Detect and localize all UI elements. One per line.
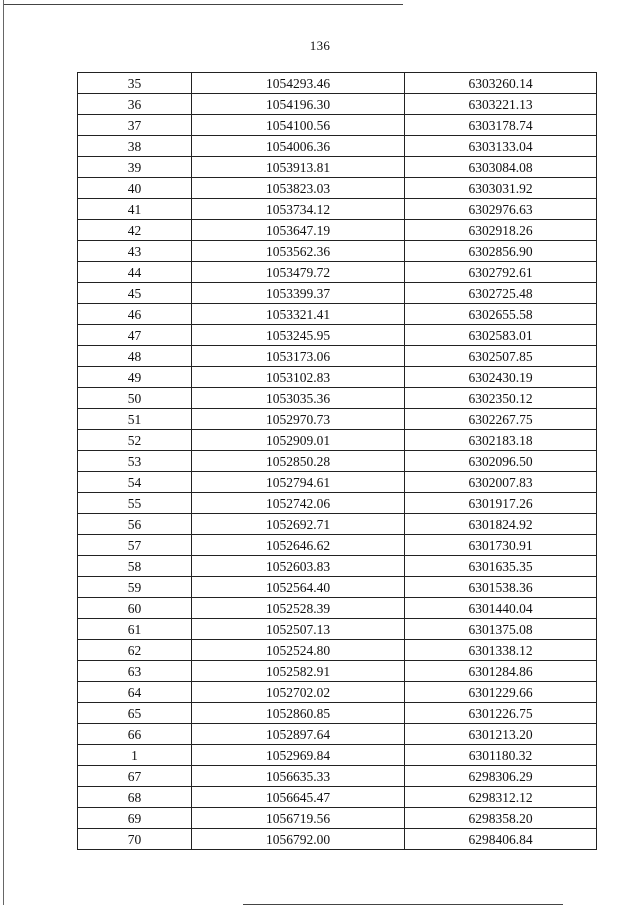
x-coordinate-cell: 1052969.84 [192,745,405,766]
point-number-cell: 60 [78,598,192,619]
x-coordinate-cell: 1053734.12 [192,199,405,220]
x-coordinate-cell: 1056635.33 [192,766,405,787]
y-coordinate-cell: 6298312.12 [405,787,597,808]
y-coordinate-cell: 6302267.75 [405,409,597,430]
table-row [78,472,597,493]
table-row [78,535,597,556]
table-row [78,766,597,787]
point-number-cell: 35 [78,73,192,94]
y-coordinate-cell: 6303133.04 [405,136,597,157]
table-row [78,703,597,724]
table-row [78,640,597,661]
point-number-cell: 62 [78,640,192,661]
y-coordinate-cell: 6302792.61 [405,262,597,283]
point-number-cell: 36 [78,94,192,115]
table-row [78,241,597,262]
table-row [78,430,597,451]
y-coordinate-cell: 6302976.63 [405,199,597,220]
y-coordinate-cell: 6301180.32 [405,745,597,766]
table-row [78,451,597,472]
point-number-cell: 51 [78,409,192,430]
x-coordinate-cell: 1052702.02 [192,682,405,703]
table-row [78,220,597,241]
point-number-cell: 63 [78,661,192,682]
table-row [78,94,597,115]
y-coordinate-cell: 6302856.90 [405,241,597,262]
table-row [78,73,597,94]
point-number-cell: 59 [78,577,192,598]
y-coordinate-cell: 6303221.13 [405,94,597,115]
coordinates-table-body [78,73,597,850]
table-row [78,577,597,598]
table-row [78,325,597,346]
x-coordinate-cell: 1052564.40 [192,577,405,598]
point-number-cell: 55 [78,493,192,514]
coordinates-table-container [77,72,597,850]
y-coordinate-cell: 6302655.58 [405,304,597,325]
y-coordinate-cell: 6302583.01 [405,325,597,346]
point-number-cell: 49 [78,367,192,388]
x-coordinate-cell: 1053562.36 [192,241,405,262]
x-coordinate-cell: 1054006.36 [192,136,405,157]
table-row [78,136,597,157]
y-coordinate-cell: 6303178.74 [405,115,597,136]
table-row [78,115,597,136]
point-number-cell: 40 [78,178,192,199]
table-row [78,598,597,619]
y-coordinate-cell: 6302430.19 [405,367,597,388]
table-row [78,745,597,766]
y-coordinate-cell: 6298406.84 [405,829,597,850]
point-number-cell: 48 [78,346,192,367]
table-row [78,157,597,178]
table-row [78,199,597,220]
top-scan-edge [3,4,403,5]
y-coordinate-cell: 6301375.08 [405,619,597,640]
coordinates-table [77,72,597,850]
point-number-cell: 39 [78,157,192,178]
x-coordinate-cell: 1052794.61 [192,472,405,493]
point-number-cell: 65 [78,703,192,724]
y-coordinate-cell: 6303084.08 [405,157,597,178]
x-coordinate-cell: 1053035.36 [192,388,405,409]
x-coordinate-cell: 1053321.41 [192,304,405,325]
y-coordinate-cell: 6301229.66 [405,682,597,703]
y-coordinate-cell: 6302007.83 [405,472,597,493]
x-coordinate-cell: 1052524.80 [192,640,405,661]
point-number-cell: 42 [78,220,192,241]
point-number-cell: 67 [78,766,192,787]
table-row [78,682,597,703]
point-number-cell: 70 [78,829,192,850]
point-number-cell: 69 [78,808,192,829]
y-coordinate-cell: 6302096.50 [405,451,597,472]
x-coordinate-cell: 1052646.62 [192,535,405,556]
y-coordinate-cell: 6302350.12 [405,388,597,409]
table-row [78,388,597,409]
point-number-cell: 54 [78,472,192,493]
x-coordinate-cell: 1053479.72 [192,262,405,283]
x-coordinate-cell: 1052507.13 [192,619,405,640]
point-number-cell: 57 [78,535,192,556]
table-row [78,178,597,199]
point-number-cell: 47 [78,325,192,346]
x-coordinate-cell: 1056792.00 [192,829,405,850]
x-coordinate-cell: 1052603.83 [192,556,405,577]
x-coordinate-cell: 1052582.91 [192,661,405,682]
point-number-cell: 64 [78,682,192,703]
point-number-cell: 50 [78,388,192,409]
x-coordinate-cell: 1056645.47 [192,787,405,808]
table-row [78,304,597,325]
x-coordinate-cell: 1052742.06 [192,493,405,514]
table-row [78,661,597,682]
table-row [78,346,597,367]
x-coordinate-cell: 1052909.01 [192,430,405,451]
point-number-cell: 37 [78,115,192,136]
point-number-cell: 61 [78,619,192,640]
point-number-cell: 46 [78,304,192,325]
left-scan-edge [3,0,4,905]
x-coordinate-cell: 1054196.30 [192,94,405,115]
table-row [78,493,597,514]
x-coordinate-cell: 1053647.19 [192,220,405,241]
y-coordinate-cell: 6301730.91 [405,535,597,556]
table-row [78,787,597,808]
point-number-cell: 52 [78,430,192,451]
table-row [78,514,597,535]
y-coordinate-cell: 6303260.14 [405,73,597,94]
x-coordinate-cell: 1052860.85 [192,703,405,724]
y-coordinate-cell: 6298306.29 [405,766,597,787]
table-row [78,724,597,745]
x-coordinate-cell: 1054293.46 [192,73,405,94]
y-coordinate-cell: 6302918.26 [405,220,597,241]
y-coordinate-cell: 6301226.75 [405,703,597,724]
point-number-cell: 43 [78,241,192,262]
point-number-cell: 66 [78,724,192,745]
table-row [78,262,597,283]
point-number-cell: 45 [78,283,192,304]
table-row [78,619,597,640]
y-coordinate-cell: 6301538.36 [405,577,597,598]
y-coordinate-cell: 6301213.20 [405,724,597,745]
x-coordinate-cell: 1052692.71 [192,514,405,535]
y-coordinate-cell: 6301284.86 [405,661,597,682]
x-coordinate-cell: 1054100.56 [192,115,405,136]
table-row [78,829,597,850]
point-number-cell: 38 [78,136,192,157]
point-number-cell: 68 [78,787,192,808]
x-coordinate-cell: 1053399.37 [192,283,405,304]
table-row [78,283,597,304]
x-coordinate-cell: 1052850.28 [192,451,405,472]
x-coordinate-cell: 1053913.81 [192,157,405,178]
point-number-cell: 41 [78,199,192,220]
point-number-cell: 44 [78,262,192,283]
table-row [78,808,597,829]
table-row [78,367,597,388]
y-coordinate-cell: 6301338.12 [405,640,597,661]
x-coordinate-cell: 1053102.83 [192,367,405,388]
y-coordinate-cell: 6303031.92 [405,178,597,199]
y-coordinate-cell: 6298358.20 [405,808,597,829]
page-number: 136 [309,38,331,53]
y-coordinate-cell: 6301824.92 [405,514,597,535]
y-coordinate-cell: 6301635.35 [405,556,597,577]
y-coordinate-cell: 6301917.26 [405,493,597,514]
x-coordinate-cell: 1056719.56 [192,808,405,829]
x-coordinate-cell: 1053173.06 [192,346,405,367]
point-number-cell: 56 [78,514,192,535]
y-coordinate-cell: 6302183.18 [405,430,597,451]
point-number-cell: 53 [78,451,192,472]
x-coordinate-cell: 1052970.73 [192,409,405,430]
x-coordinate-cell: 1052528.39 [192,598,405,619]
table-row [78,409,597,430]
y-coordinate-cell: 6302725.48 [405,283,597,304]
y-coordinate-cell: 6301440.04 [405,598,597,619]
point-number-cell: 1 [78,745,192,766]
x-coordinate-cell: 1053823.03 [192,178,405,199]
point-number-cell: 58 [78,556,192,577]
x-coordinate-cell: 1053245.95 [192,325,405,346]
table-row [78,556,597,577]
x-coordinate-cell: 1052897.64 [192,724,405,745]
y-coordinate-cell: 6302507.85 [405,346,597,367]
